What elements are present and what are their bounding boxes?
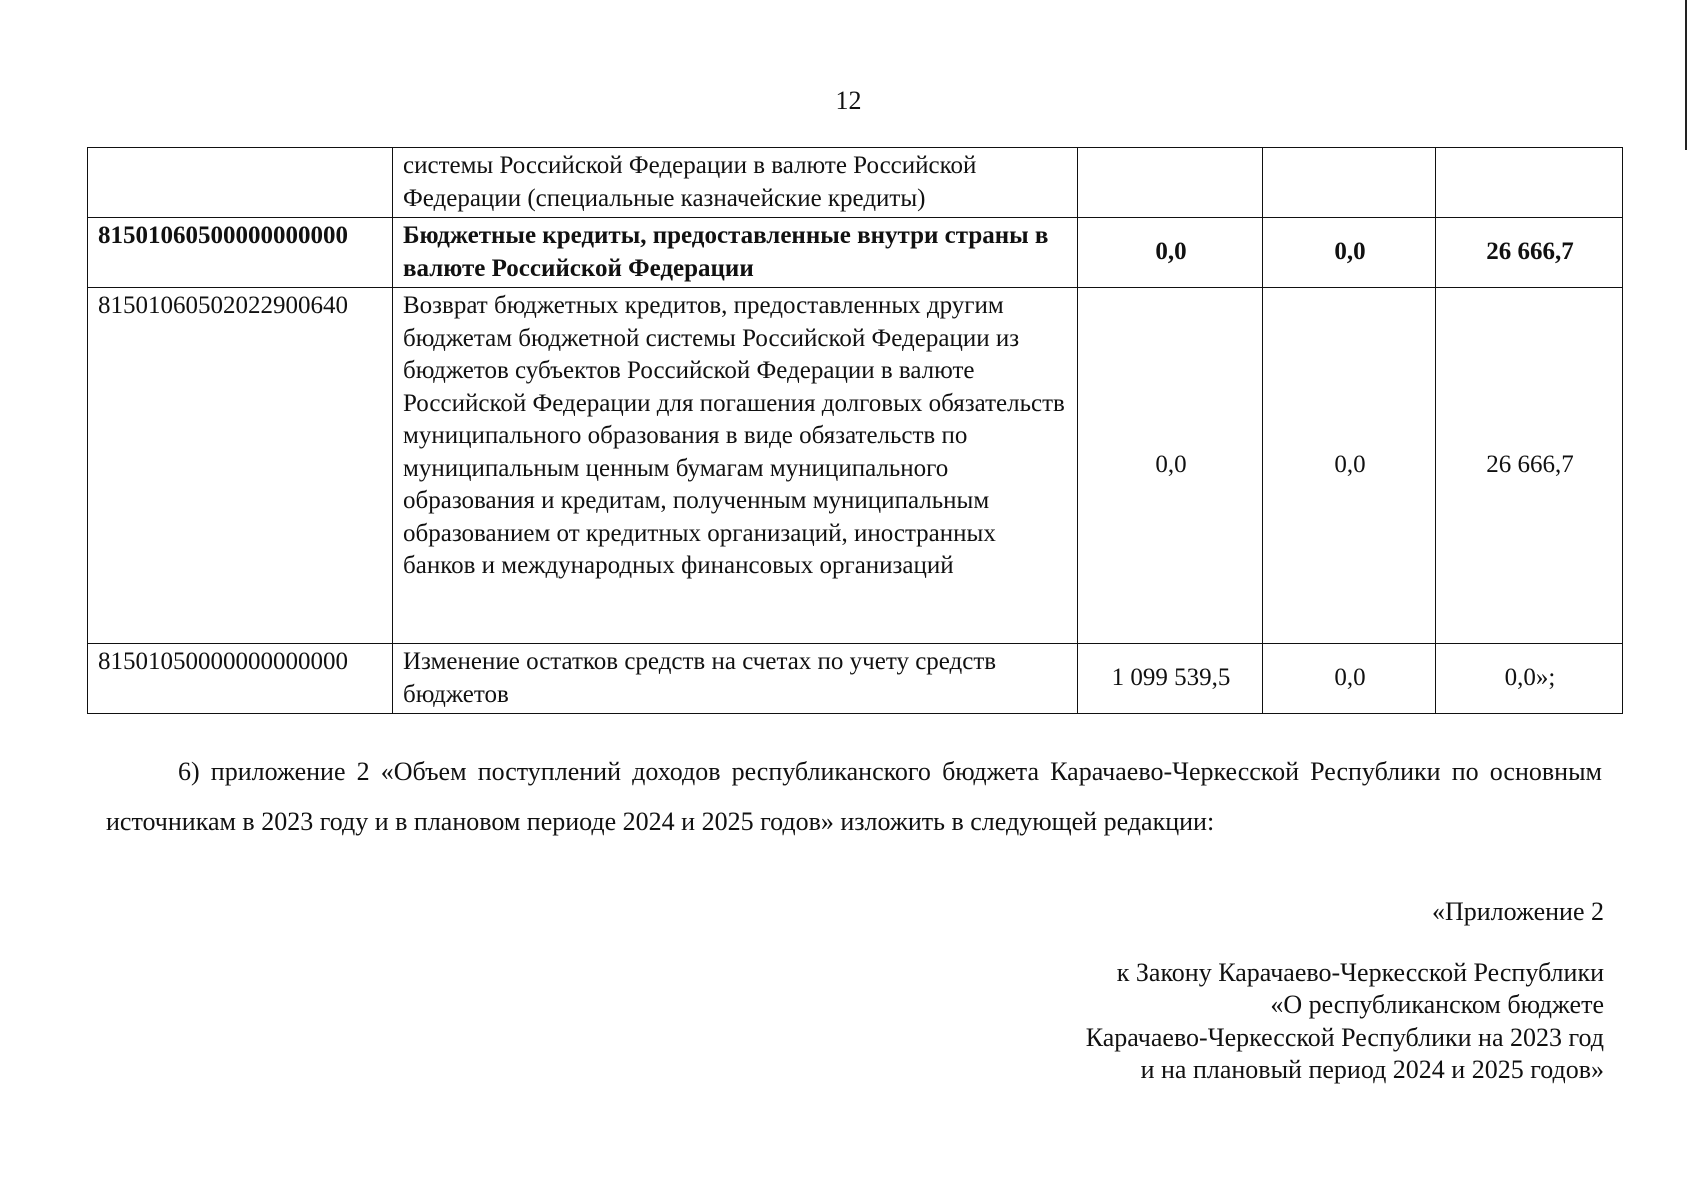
appendix-line: «О республиканском бюджете — [1270, 990, 1604, 1019]
amount-2025-cell: 26 666,7 — [1436, 218, 1623, 288]
table-row — [88, 644, 1623, 714]
page-number: 12 — [835, 86, 862, 115]
amendment-paragraph: 6) приложение 2 «Объем поступлений доходов республиканского бюджета Карачаево-Черкесской Республики по основным источникам в 2023 году и в плановом периоде 2024 и 2025 годов» изложить в следующей редакции: — [106, 757, 1602, 836]
budget-code-cell: 81501060502022900640 — [88, 288, 393, 644]
source-name-cell: Бюджетные кредиты, предоставленные внутри страны в валюте Российской Федерации — [393, 218, 1078, 288]
page-edge-line — [1685, 0, 1687, 150]
amount-2025-cell: 26 666,7 — [1436, 288, 1623, 644]
appendix-line: к Закону Карачаево-Черкесской Республики — [1116, 957, 1604, 987]
source-name-cell: Изменение остатков средств на счетах по учету средств бюджетов — [393, 644, 1078, 714]
amount-2024-cell: 0,0 — [1263, 644, 1436, 714]
budget-code-cell: 81501050000000000000 — [88, 644, 393, 714]
budget-code-cell: 81501060500000000000 — [88, 218, 393, 288]
amount-2023-cell: 0,0 — [1078, 288, 1263, 644]
table-row — [88, 288, 1623, 644]
budget-sources-table — [87, 147, 1623, 714]
amount-2023-cell: 1 099 539,5 — [1078, 644, 1263, 714]
source-name-cell: Возврат бюджетных кредитов, предоставленных другим бюджетам бюджетной системы Российской Федерации из бюджетов субъектов Российской Федерации в валюте Российской Федерации для погашения долговых обязательств муниципального образования в виде обязательств по муниципальным ценным бумагам муниципального образования и кредитам, полученным муниципальным образованием от кредитных организаций, иностранных банков и международных финансовых организаций — [393, 288, 1078, 644]
appendix-line: Карачаево-Черкесской Республики на 2023 год — [1085, 1022, 1604, 1052]
amount-2023-cell: 0,0 — [1078, 218, 1263, 288]
appendix-heading-block — [1086, 896, 1604, 1087]
budget-code-cell — [88, 148, 393, 218]
amount-2025-cell — [1436, 148, 1623, 218]
amount-2024-cell: 0,0 — [1263, 288, 1436, 644]
appendix-line: и на плановый период 2024 и 2025 годов» — [1140, 1055, 1604, 1084]
amount-2023-cell — [1078, 148, 1263, 218]
table-row — [88, 218, 1623, 288]
appendix-title: «Приложение 2 — [1431, 897, 1604, 926]
amount-2025-cell: 0,0»; — [1436, 644, 1623, 714]
amount-2024-cell — [1263, 148, 1436, 218]
amount-2024-cell: 0,0 — [1263, 218, 1436, 288]
table-row — [88, 148, 1623, 218]
source-name-cell: системы Российской Федерации в валюте Российской Федерации (специальные казначейские кредиты) — [393, 148, 1078, 218]
